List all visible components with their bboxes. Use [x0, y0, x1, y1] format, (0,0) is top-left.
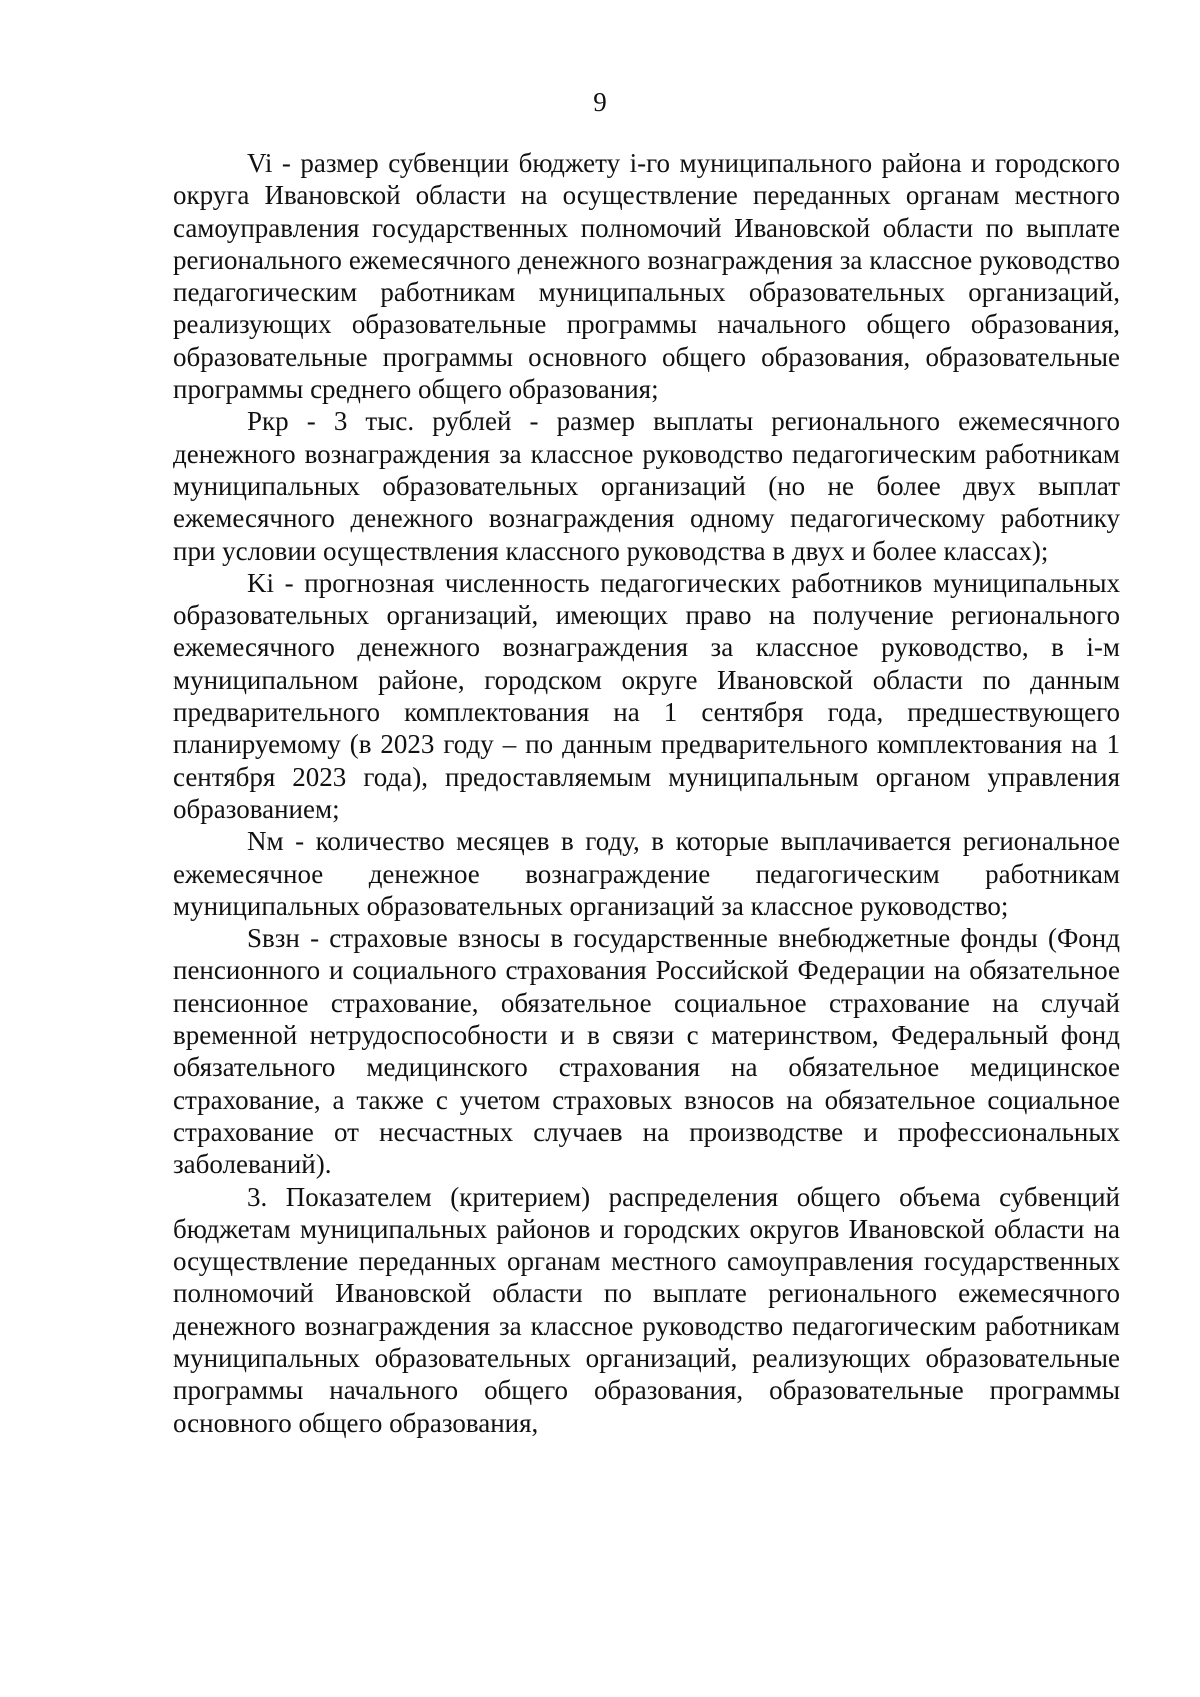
paragraph-ki-definition: Ki - прогнозная численность педагогических работников муниципальных образовательных организаций, имеющих право на получение регионального ежемесячного денежного вознаграждения за классное руководство, в i-м муниципальном районе, городском округе Ивановской области по данным предварительного комплектования на 1 сентября года, предшествующего планируемому (в 2023 году – по данным предварительного комплектования на 1 сентября 2023 года), предоставляемым муниципальным органом управления образованием; — [173, 567, 1120, 824]
paragraph-pkr-definition: Ркр - 3 тыс. рублей - размер выплаты регионального ежемесячного денежного вознаграждения за классное руководство педагогическим работникам муниципальных образовательных организаций (но не более двух выплат ежемесячного денежного вознаграждения одному педагогическому работнику при условии осуществления классного руководства в двух и более классах); — [173, 406, 1120, 566]
paragraph-nm-definition: Nм - количество месяцев в году, в которые выплачивается региональное ежемесячное денежное вознаграждение педагогическим работникам муниципальных образовательных организаций за классное руководство; — [173, 826, 1120, 921]
page-number: 9 — [593, 87, 607, 117]
paragraph-vi-definition: Vi - размер субвенции бюджету i-го муниципального района и городского округа Ивановской области на осуществление переданных органам местного самоуправления государственных полномочий Ивановской области по выплате регионального ежемесячного денежного вознаграждения за классное руководство педагогическим работникам муниципальных образовательных организаций, реализующих образовательные программы начального общего образования, образовательные программы основного общего образования, образовательные программы среднего общего образования; — [173, 148, 1120, 405]
paragraph-section-3: 3. Показателем (критерием) распределения общего объема субвенций бюджетам муниципальных районов и городских округов Ивановской области на осуществление переданных органам местного самоуправления государственных полномочий Ивановской области по выплате регионального ежемесячного денежного вознаграждения за классное руководство педагогическим работникам муниципальных образовательных организаций, реализующих образовательные программы начального общего образования, образовательные программы основного общего образования, — [173, 1181, 1120, 1438]
document-body — [173, 147, 1120, 1439]
paragraph-svzn-definition: Sвзн - страховые взносы в государственные внебюджетные фонды (Фонд пенсионного и социального страхования Российской Федерации на обязательное пенсионное страхование, обязательное социальное страхование на случай временной нетрудоспособности и в связи с материнством, Федеральный фонд обязательного медицинского страхования на обязательное медицинское страхование, а также с учетом страховых взносов на обязательное социальное страхование от несчастных случаев на производстве и профессиональных заболеваний). — [173, 923, 1120, 1180]
